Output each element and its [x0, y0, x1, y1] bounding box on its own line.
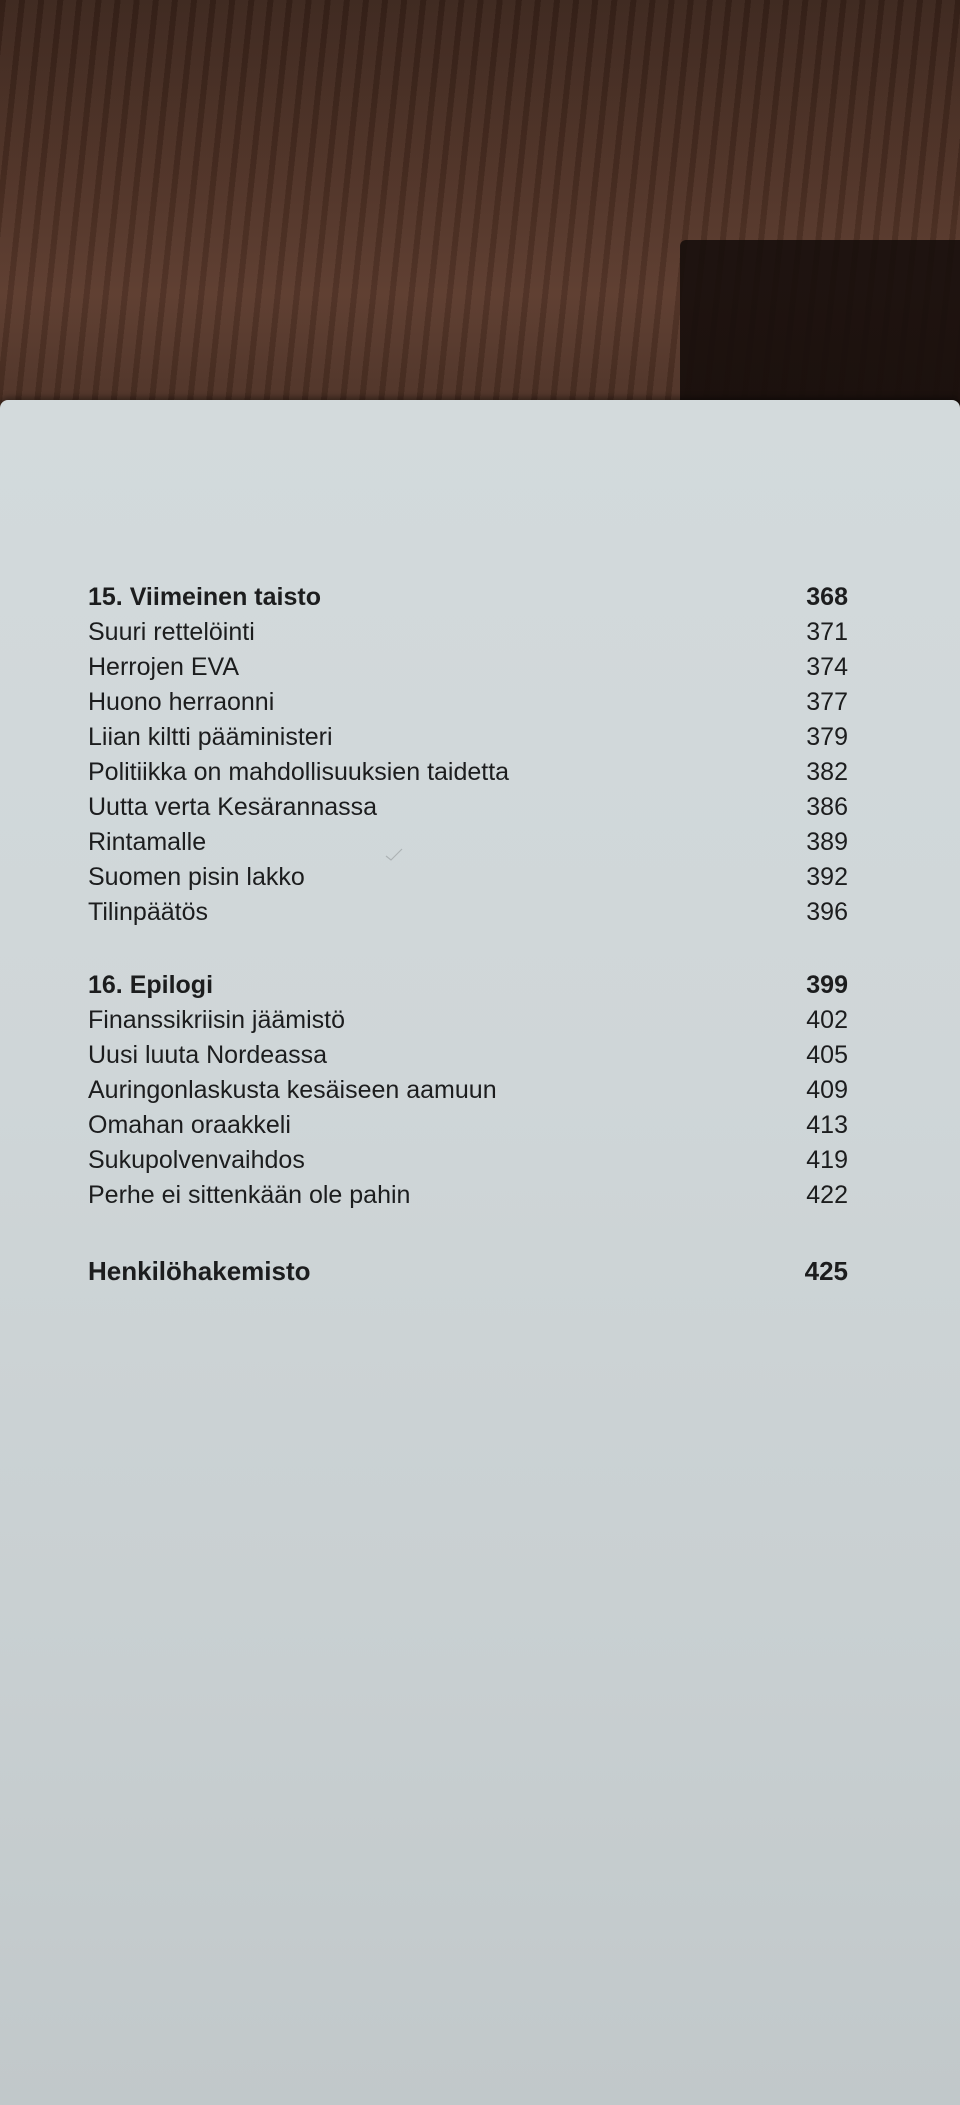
chapter-page: 399 — [806, 971, 848, 999]
entry-page: 392 — [806, 863, 848, 891]
entry-title: Omahan oraakkeli — [88, 1111, 291, 1139]
toc-section-16 — [88, 968, 848, 1213]
toc-entry — [88, 825, 848, 860]
toc-entry — [88, 860, 848, 895]
toc-entry — [88, 895, 848, 930]
toc-entry — [88, 755, 848, 790]
entry-title: Politiikka on mahdollisuuksien taidetta — [88, 758, 510, 786]
entry-page: 409 — [806, 1076, 848, 1104]
entry-page: 379 — [806, 723, 848, 751]
chapter-page: 368 — [806, 583, 848, 611]
shadow-object — [680, 240, 960, 410]
toc-entry — [88, 1178, 848, 1213]
entry-page: 402 — [806, 1006, 848, 1034]
entry-title: Huono herraonni — [88, 688, 275, 716]
entry-title: Rintamalle — [88, 828, 207, 856]
entry-page: 386 — [806, 793, 848, 821]
chapter-title: 16. Epilogi — [88, 971, 214, 999]
toc-entry — [88, 650, 848, 685]
toc-entry — [88, 790, 848, 825]
entry-title: Tilinpäätös — [88, 898, 208, 926]
entry-title: Sukupolvenvaihdos — [88, 1146, 305, 1174]
toc-entry — [88, 615, 848, 650]
entry-page: 396 — [806, 898, 848, 926]
chapter-heading — [88, 968, 848, 1003]
entry-title: Finanssikriisin jäämistö — [88, 1006, 346, 1034]
pencil-mark-icon — [385, 848, 403, 862]
entry-page: 371 — [806, 618, 848, 646]
book-page — [0, 400, 960, 2105]
chapter-title: 15. Viimeinen taisto — [88, 583, 321, 611]
entry-page: 422 — [806, 1181, 848, 1209]
entry-page: 405 — [806, 1041, 848, 1069]
toc-section-15 — [88, 580, 848, 930]
entry-title: Auringonlaskusta kesäiseen aamuun — [88, 1076, 497, 1104]
entry-title: Suuri rettelöinti — [88, 618, 255, 646]
entry-page: 419 — [806, 1146, 848, 1174]
entry-title: Uusi luuta Nordeassa — [88, 1041, 328, 1069]
toc-entry — [88, 1143, 848, 1178]
entry-title: Liian kiltti pääministeri — [88, 723, 333, 751]
index-title: Henkilöhakemisto — [88, 1256, 311, 1286]
toc-entry — [88, 1038, 848, 1073]
toc-entry — [88, 720, 848, 755]
entry-page: 377 — [806, 688, 848, 716]
entry-page: 389 — [806, 828, 848, 856]
entry-title: Perhe ei sittenkään ole pahin — [88, 1181, 411, 1209]
entry-page: 382 — [806, 758, 848, 786]
entry-page: 374 — [806, 653, 848, 681]
index-entry — [88, 1251, 848, 1291]
table-of-contents — [88, 580, 848, 1291]
toc-entry — [88, 1073, 848, 1108]
index-page: 425 — [804, 1256, 848, 1286]
toc-entry — [88, 685, 848, 720]
entry-title: Uutta verta Kesärannassa — [88, 793, 378, 821]
entry-title: Suomen pisin lakko — [88, 863, 305, 891]
chapter-heading — [88, 580, 848, 615]
toc-entry — [88, 1003, 848, 1038]
toc-entry — [88, 1108, 848, 1143]
entry-page: 413 — [806, 1111, 848, 1139]
entry-title: Herrojen EVA — [88, 653, 239, 681]
